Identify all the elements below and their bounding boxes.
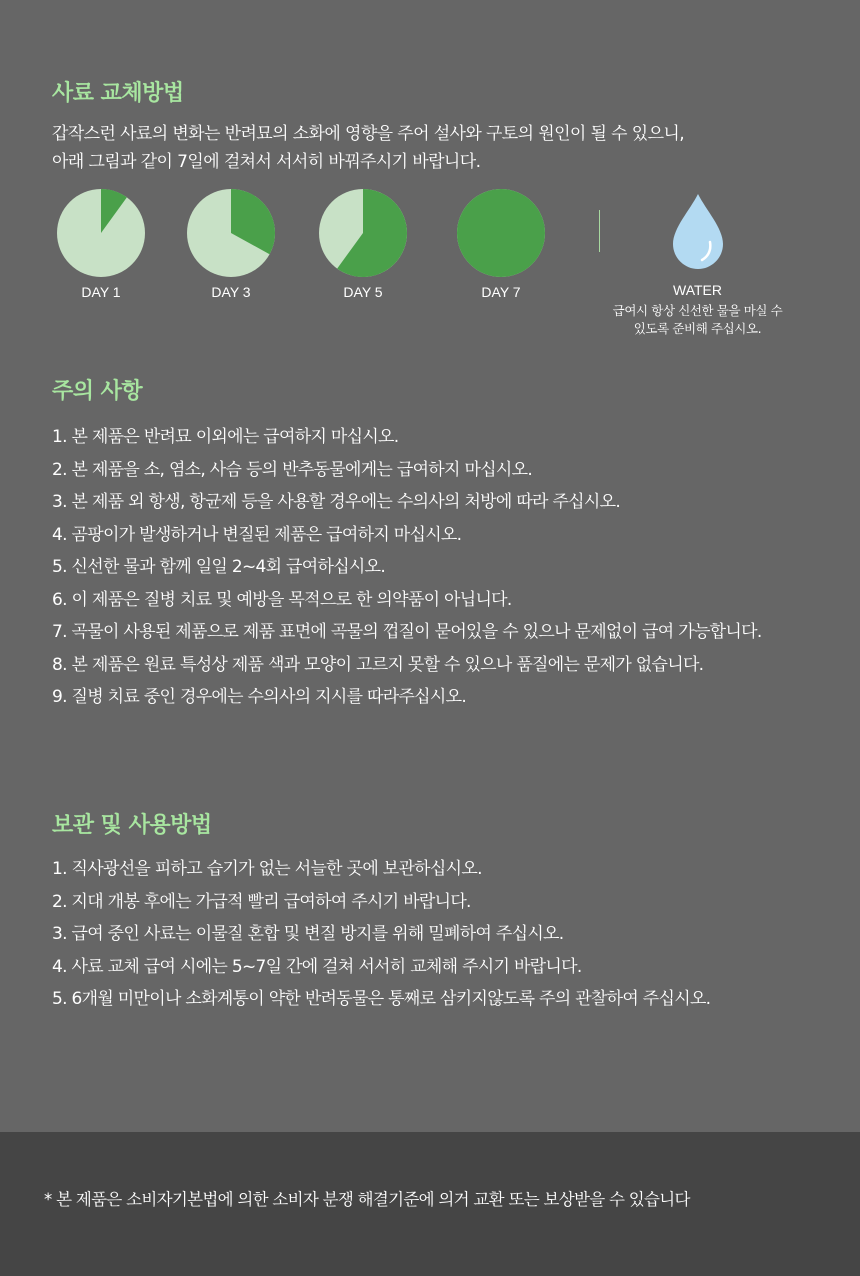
list-item: 7. 곡물이 사용된 제품으로 제품 표면에 곡물의 껍질이 묻어있을 수 있으나 문제없이 급여 가능합니다. (52, 622, 762, 642)
list-item: 3. 본 제품 외 항생, 항균제 등을 사용할 경우에는 수의사의 처방에 따라 주십시오. (52, 492, 621, 512)
feed-change-intro (52, 120, 842, 176)
storage-list (52, 853, 842, 1016)
list-item: 5. 6개월 미만이나 소화계통이 약한 반려동물은 통째로 삼키지않도록 주의 관찰하여 주십시오. (52, 989, 711, 1009)
day-label: DAY 1 (81, 284, 121, 300)
caution-list (52, 421, 842, 714)
day-label: DAY 7 (481, 284, 521, 300)
water-desc-line: 있도록 준비해 주십시오. (633, 321, 762, 336)
pie-chart-day-7 (456, 188, 546, 278)
water-info (590, 192, 805, 338)
caution-title: 주의 사항 (52, 379, 143, 404)
footer (0, 1132, 860, 1276)
list-item: 8. 본 제품은 원료 특성상 제품 색과 모양이 고르지 못할 수 있으나 품질에는 문제가 없습니다. (52, 654, 704, 675)
intro-line: 갑작스런 사료의 변화는 반려묘의 소화에 영향을 주어 설사와 구토의 원인이 될 수 있으니, (52, 124, 685, 144)
feed-change-title: 사료 교체방법 (52, 81, 184, 106)
list-item: 2. 본 제품을 소, 염소, 사슴 등의 반추동물에게는 급여하지 마십시오. (52, 459, 533, 480)
list-item: 4. 곰팡이가 발생하거나 변질된 제품은 급여하지 마십시오. (52, 524, 462, 545)
list-item: 2. 지대 개봉 후에는 가급적 빨리 급여하여 주시기 바랍니다. (52, 891, 471, 912)
list-item: 6. 이 제품은 질병 치료 및 예방을 목적으로 한 의약품이 아닙니다. (52, 589, 512, 610)
list-item: 3. 급여 중인 사료는 이물질 혼합 및 변질 방지를 위해 밀폐하여 주십시오. (52, 924, 564, 944)
list-item: 4. 사료 교체 급여 시에는 5~7일 간에 걸쳐 서서히 교체해 주시기 바랍니다. (52, 956, 582, 977)
water-drop-icon (668, 192, 728, 272)
pie-chart-day-3 (186, 188, 276, 278)
list-item: 1. 본 제품은 반려묘 이외에는 급여하지 마십시오. (52, 427, 399, 447)
pie-chart-day-1 (56, 188, 146, 278)
water-title: WATER (673, 282, 722, 298)
pie-chart-day-5 (318, 188, 408, 278)
list-item: 9. 질병 치료 중인 경우에는 수의사의 지시를 따라주십시오. (52, 687, 467, 707)
storage-title: 보관 및 사용방법 (52, 813, 212, 838)
new-feed-slice (457, 189, 545, 277)
day-label: DAY 3 (211, 284, 251, 300)
pie-day-1 (56, 188, 146, 300)
list-item: 1. 직사광선을 피하고 습기가 없는 서늘한 곳에 보관하십시오. (52, 859, 482, 879)
pie-day-3 (186, 188, 276, 300)
day-label: DAY 5 (343, 284, 383, 300)
footer-note: * 본 제품은 소비자기본법에 의한 소비자 분쟁 해결기준에 의거 교환 또는 보상받을 수 있습니다 (44, 1190, 690, 1209)
intro-line: 아래 그림과 같이 7일에 걸쳐서 서서히 바꿔주시기 바랍니다. (52, 152, 481, 172)
pie-day-7 (456, 188, 546, 300)
water-drop-shape (673, 194, 723, 269)
pie-day-5 (318, 188, 408, 300)
list-item: 5. 신선한 물과 함께 일일 2~4회 급여하십시오. (52, 557, 386, 577)
water-desc-line: 급여시 항상 신선한 물을 마실 수 (612, 303, 783, 318)
